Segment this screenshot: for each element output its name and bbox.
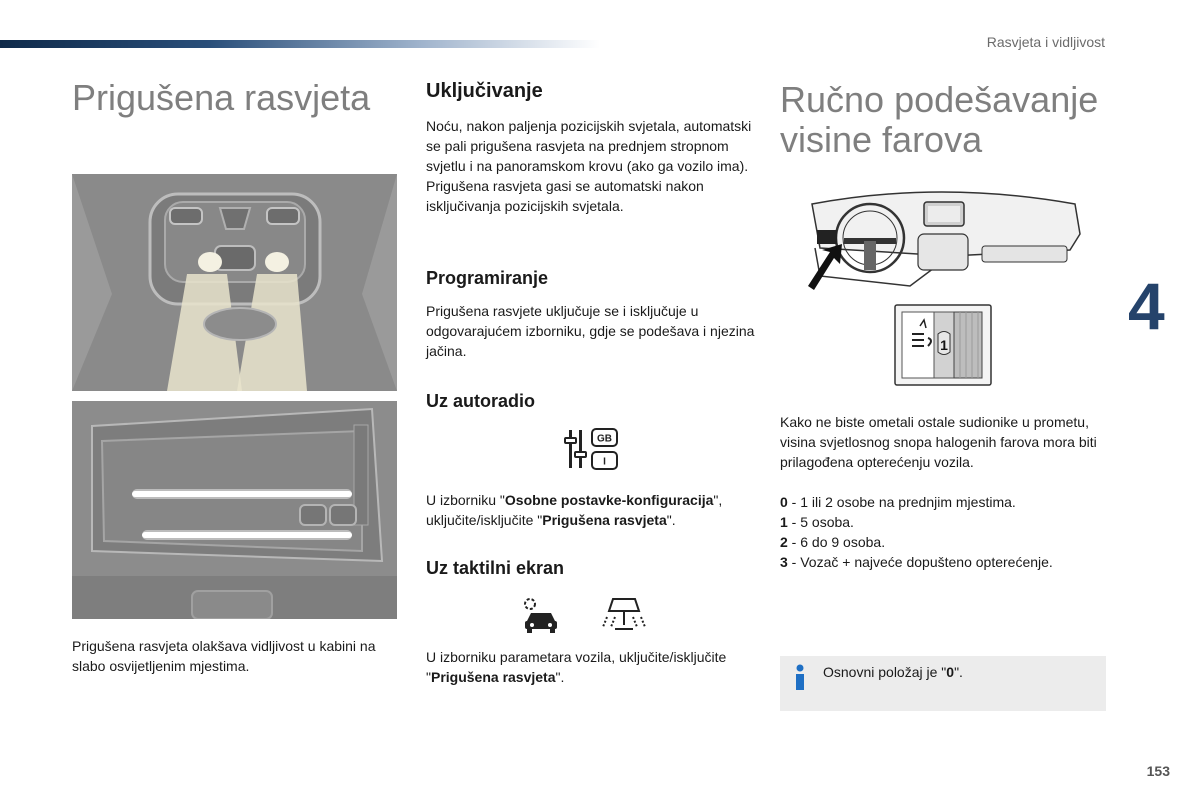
programming-text: Prigušena rasvjete uključuje se i isključuje u odgovarajućem izborniku, gdje se podešava i njezina jačina. [426,303,755,359]
position-item-1: 1 - 5 osoba. [780,514,854,530]
page-number: 153 [1146,763,1170,779]
info-note-text: Osnovni položaj je "0". [823,664,963,680]
top-accent-bar [0,40,600,48]
position-list [780,492,1115,572]
menu-item-dimmed-touch: Prigušena rasvjeta [430,669,556,685]
position-item-2: 2 - 6 do 9 osoba. [780,534,886,550]
heading-activation: Uključivanje [426,80,543,102]
info-icon [794,664,806,690]
column-activation [426,80,756,687]
mood-lamp-icon [601,595,647,635]
headlamp-dial-icon [894,304,992,386]
menu-name-personal-settings: Osobne postavke-konfiguracija [504,492,714,508]
chapter-number: 4 [1128,269,1165,343]
position-item-3: 3 - Vozač + najveće dopušteno opterećenje. [780,554,1053,570]
dimmed-caption-block [72,636,397,676]
activation-text-1: Noću, nakon paljenja pozicijskih svjetala, automatski se pali prigušena rasvjeta na prednjem stropnom svjetlu i na panoramskom krovu (ako ga vozilo ima). [426,118,752,174]
vehicle-settings-icon [521,595,561,635]
headlamp-text-block [780,412,1115,572]
heading-programming: Programiranje [426,268,549,288]
autoradio-text: U izborniku "Osobne postavke-konfiguracija", uključite/isključite "Prigušena rasvjeta". [426,492,723,528]
dimmed-caption: Prigušena rasvjeta olakšava vidljivost u kabini na slabo osvijetljenim mjestima. [72,638,376,674]
info-note-box [780,656,1106,711]
page-title-dimmed: Prigušena rasvjeta [72,77,371,118]
dial-value: 1 [940,337,948,353]
position-item-0: 0 - 1 ili 2 osobe na prednjim mjestima. [780,494,1016,510]
touchscreen-icons [521,595,756,635]
headlamp-intro: Kako ne biste ometali ostale sudionike u prometu, visina svjetlosnog snopa halogenih farova mora biti prilagođena opterećenju vozila. [780,414,1097,470]
radio-icon-label-bottom: I [603,456,606,468]
cabin-dim-light-icon [72,174,397,391]
roof-dim-light-icon [72,401,397,619]
settings-sliders-icon [563,426,623,472]
radio-icon-label-top: GB [597,433,612,445]
menu-item-dimmed: Prigušena rasvjeta [542,512,667,528]
heading-autoradio: Uz autoradio [426,391,536,411]
touchscreen-text: U izborniku parametara vozila, uključite/isključite "Prigušena rasvjeta". [426,649,727,685]
column-headlamp-adjust [780,80,1110,160]
heading-touchscreen: Uz taktilni ekran [426,558,565,578]
column-dimmed-lighting [72,78,402,118]
page-title-headlamp: Ručno podešavanje visine farova [780,79,1099,160]
dashboard-headlamp-icon [800,186,1085,292]
activation-text-2: Prigušena rasvjeta gasi se automatski nakon isključivanja pozicijskih svjetala. [426,178,704,214]
section-header: Rasvjeta i vidljivost [986,34,1105,50]
